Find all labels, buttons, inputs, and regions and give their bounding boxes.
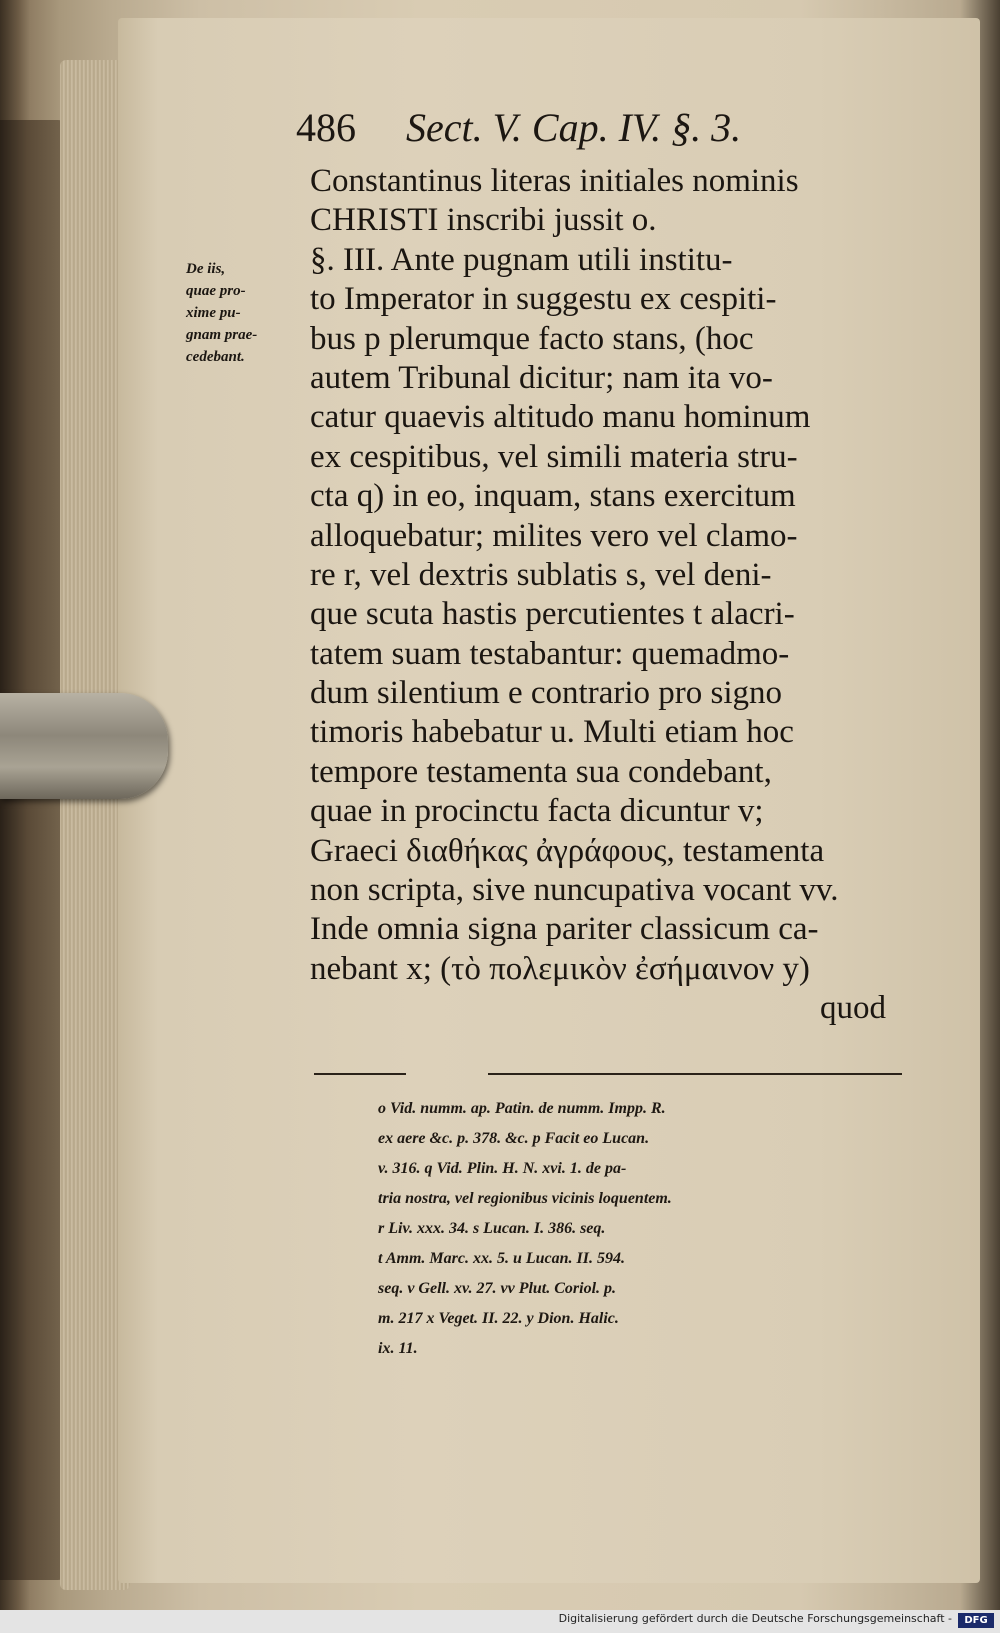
margin-note-line: De iis, <box>186 261 226 277</box>
body-line: bus p plerumque facto stans, (hoc <box>310 320 754 357</box>
body-line: catur quaevis altitudo manu hominum <box>310 399 811 436</box>
body-line: cta q) in eo, inquam, stans exercitum <box>310 478 796 515</box>
page-number: 486 <box>296 105 356 150</box>
footnote-line: r Liv. xxx. 34. s Lucan. I. 386. seq. <box>378 1220 606 1237</box>
footnote-line: v. 316. q Vid. Plin. H. N. xvi. 1. de pa- <box>378 1160 627 1177</box>
margin-note-line: gnam prae- <box>186 327 258 343</box>
footer-credit: Digitalisierung gefördert durch die Deutsche Forschungsgemeinschaft - <box>558 1612 952 1625</box>
footnote-line: ix. 11. <box>378 1340 418 1357</box>
footnote-line: tria nostra, vel regionibus vicinis loquentem. <box>378 1190 672 1207</box>
footnote-line: ex aere &c. p. 378. &c. p Facit eo Lucan. <box>378 1130 650 1147</box>
body-line: §. III. Ante pugnam utili institu- <box>310 241 733 278</box>
footnote-line: t Amm. Marc. xx. 5. u Lucan. II. 594. <box>378 1250 625 1267</box>
body-line: dum silentium e contrario pro signo <box>310 675 783 712</box>
body-line: autem Tribunal dicitur; nam ita vo- <box>310 359 773 396</box>
footnote-line: m. 217 x Veget. II. 22. y Dion. Halic. <box>378 1310 619 1327</box>
body-line: to Imperator in suggestu ex cespiti- <box>310 281 777 318</box>
body-text <box>310 162 910 1029</box>
page-clip <box>0 693 168 799</box>
footnote-rule-right <box>488 1073 902 1075</box>
section-header: Sect. V. Cap. IV. §. 3. <box>406 105 742 150</box>
footnotes <box>378 1094 918 1364</box>
body-line: nebant x; (τὸ πολεμικὸν ἐσήμαινον y) <box>310 950 810 987</box>
footnote-line: o Vid. numm. ap. Patin. de numm. Impp. R. <box>378 1100 666 1117</box>
body-line: que scuta hastis percutientes t alacri- <box>310 596 795 633</box>
body-line: alloquebatur; milites vero vel clamo- <box>310 517 798 554</box>
footnote-line: seq. v Gell. xv. 27. vv Plut. Coriol. p. <box>378 1280 617 1297</box>
margin-note-line: quae pro- <box>186 283 246 299</box>
body-line: re r, vel dextris sublatis s, vel deni- <box>310 556 772 593</box>
margin-note-line: xime pu- <box>186 305 241 321</box>
body-line: timoris habebatur u. Multi etiam hoc <box>310 714 794 751</box>
body-line: Constantinus literas initiales nominis <box>310 163 799 199</box>
body-line: non scripta, sive nuncupativa vocant vv. <box>310 872 839 909</box>
body-line: Inde omnia signa pariter classicum ca- <box>310 911 819 948</box>
body-line: quod <box>820 990 886 1027</box>
margin-note <box>186 258 294 368</box>
body-line: Graeci διαθήκας ἀγράφους, testamenta <box>310 832 825 869</box>
body-line: ex cespitibus, vel simili materia stru- <box>310 438 798 475</box>
body-line: quae in procinctu facta dicuntur v; <box>310 793 764 830</box>
dfg-logo-icon: DFG <box>958 1613 994 1628</box>
running-header <box>296 104 896 160</box>
margin-note-line: cedebant. <box>186 349 245 365</box>
body-line: tatem suam testabantur: quemadmo- <box>310 635 790 672</box>
footnote-rule-left <box>314 1073 406 1075</box>
body-line: CHRISTI inscribi jussit o. <box>310 202 657 239</box>
body-line: tempore testamenta sua condebant, <box>310 753 772 790</box>
